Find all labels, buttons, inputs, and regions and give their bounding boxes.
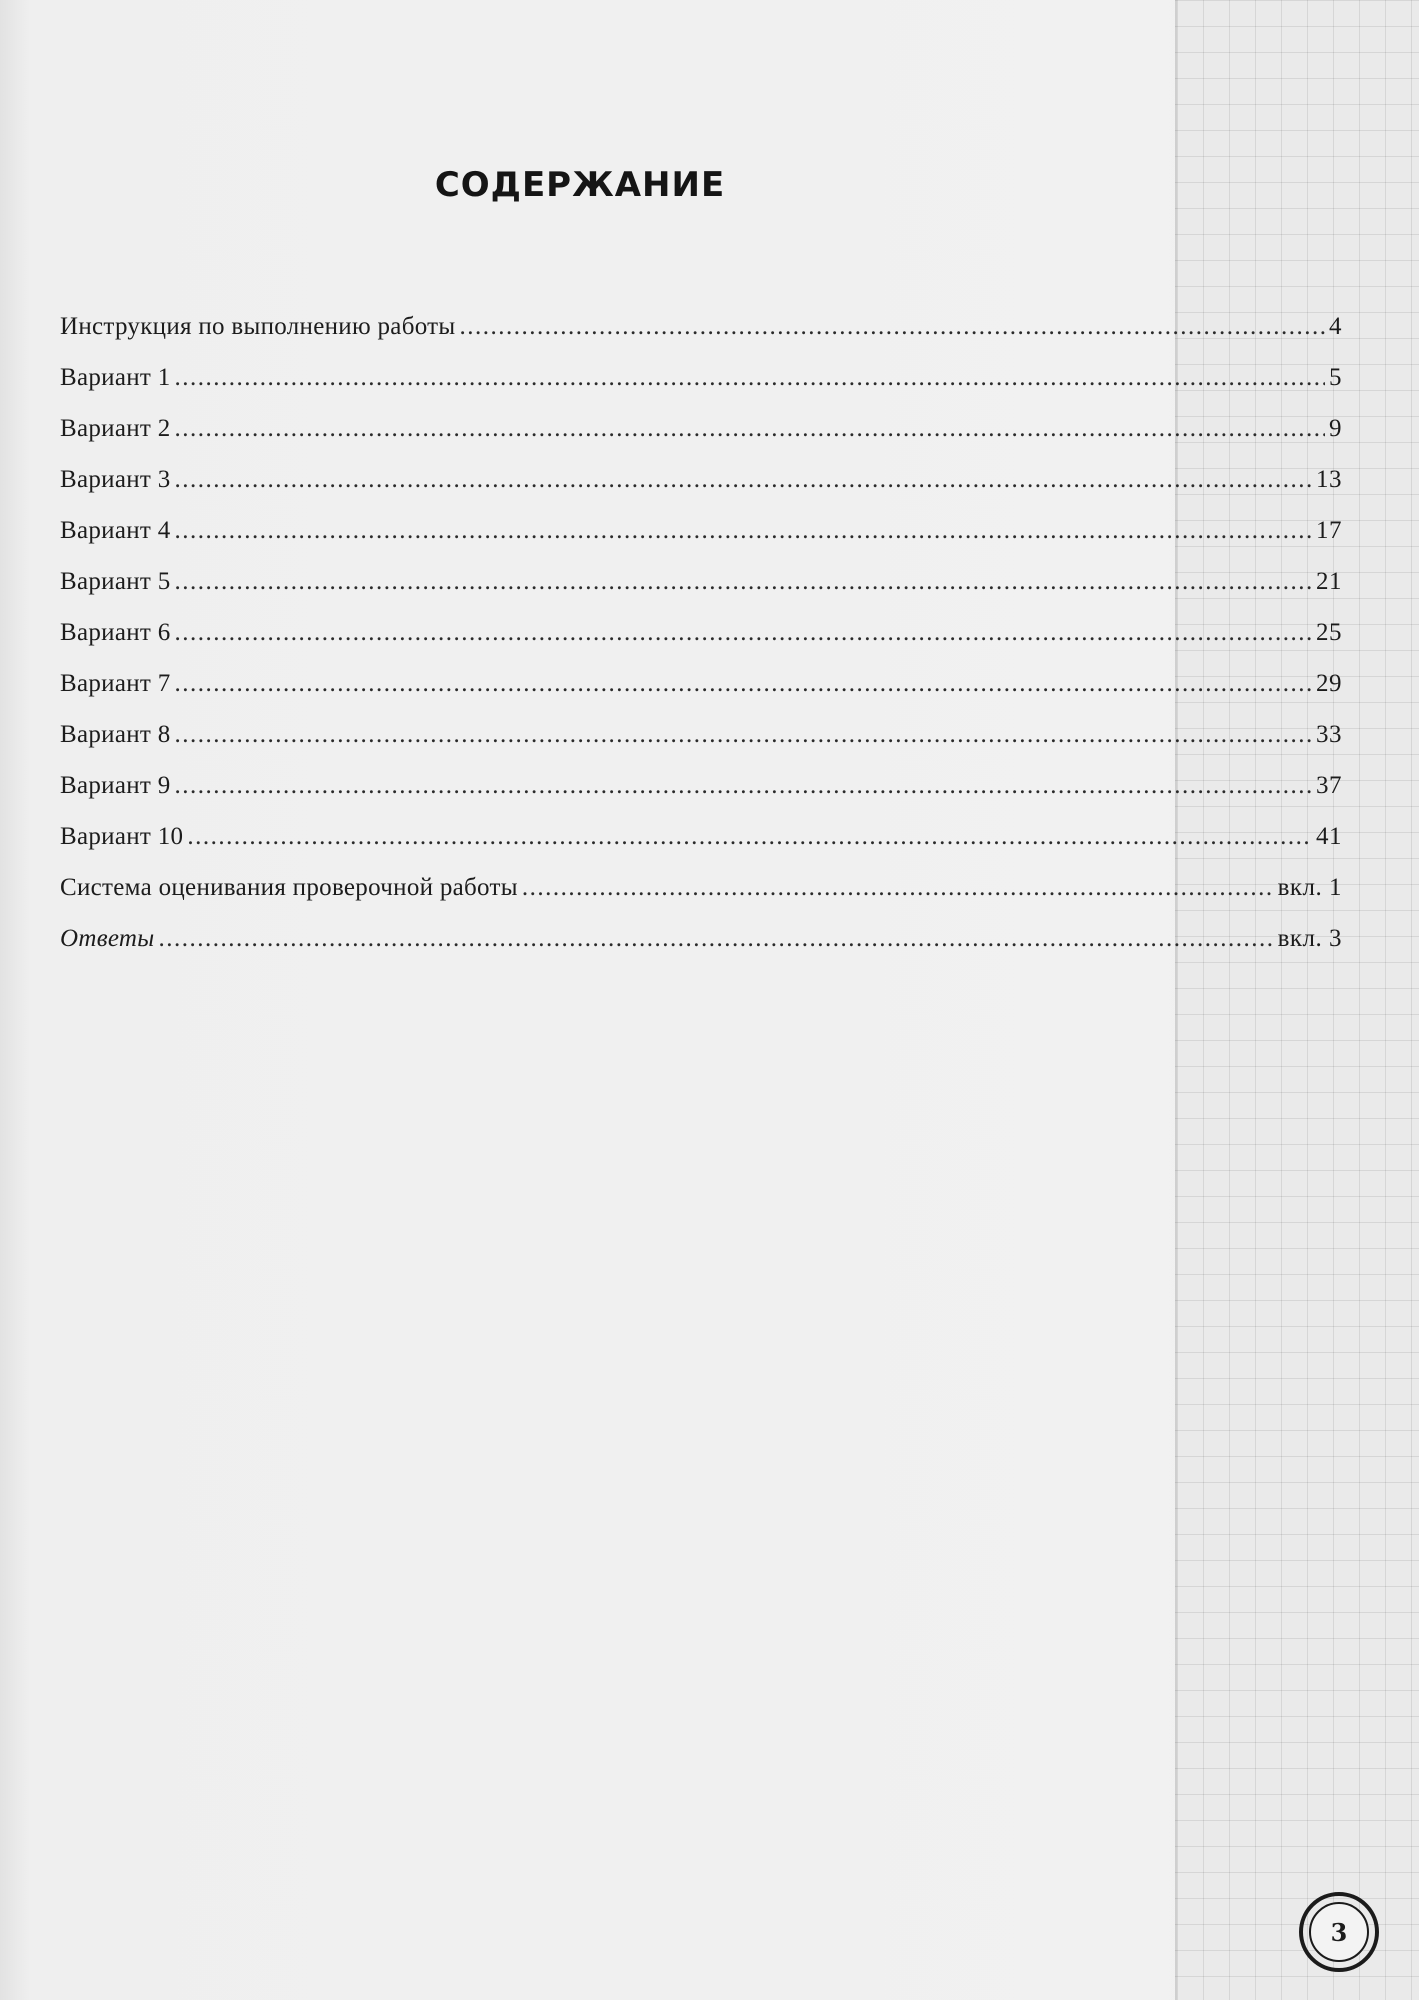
toc-entry-label: Вариант 6: [60, 619, 171, 646]
toc-entry-variant-2: [60, 415, 1342, 466]
toc-dot-leader: [175, 517, 1312, 545]
toc-entry-variant-8: [60, 721, 1342, 772]
toc-entry-page: 29: [1316, 670, 1342, 697]
toc-dot-leader: [175, 466, 1312, 494]
toc-entry-label: Вариант 8: [60, 721, 171, 748]
toc-dot-leader: [175, 670, 1312, 698]
toc-entry-variant-6: [60, 619, 1342, 670]
toc-dot-leader: [175, 721, 1312, 749]
page-number-badge: [1299, 1892, 1379, 1972]
toc-entry-page: 9: [1329, 415, 1342, 442]
toc-entry-label: Вариант 10: [60, 823, 184, 850]
toc-dot-leader: [175, 568, 1312, 596]
toc-entry-variant-9: [60, 772, 1342, 823]
toc-entry-label: Ответы: [60, 925, 155, 952]
toc-entry-page: 25: [1316, 619, 1342, 646]
toc-entry-label: Вариант 4: [60, 517, 171, 544]
toc-dot-leader: [159, 925, 1274, 953]
toc-entry-variant-1: [60, 364, 1342, 415]
toc-entry-instructions: [60, 313, 1342, 364]
toc-entry-label: Вариант 7: [60, 670, 171, 697]
toc-dot-leader: [187, 823, 1312, 851]
toc-dot-leader: [175, 415, 1325, 443]
toc-entry-page: 17: [1316, 517, 1342, 544]
toc-entry-grading-system: [60, 874, 1342, 925]
toc-entry-page: 4: [1329, 313, 1342, 340]
page-number: 3: [1309, 1902, 1369, 1962]
toc-dot-leader: [460, 313, 1325, 341]
toc-entry-label: Вариант 9: [60, 772, 171, 799]
toc-entry-label: Система оценивания проверочной работы: [60, 874, 518, 901]
toc-dot-leader: [175, 772, 1312, 800]
toc-entry-variant-7: [60, 670, 1342, 721]
toc-entry-label: Вариант 3: [60, 466, 171, 493]
toc-entry-variant-10: [60, 823, 1342, 874]
toc-entry-page: 41: [1316, 823, 1342, 850]
toc-entry-page: вкл. 3: [1277, 925, 1342, 952]
toc-entry-page: 13: [1316, 466, 1342, 493]
toc-entry-label: Вариант 1: [60, 364, 171, 391]
toc-entry-label: Вариант 2: [60, 415, 171, 442]
toc-entry-page: 33: [1316, 721, 1342, 748]
grid-paper-margin: [1175, 0, 1419, 2000]
toc-entry-page: 21: [1316, 568, 1342, 595]
toc-entry-page: вкл. 1: [1277, 874, 1342, 901]
toc-dot-leader: [522, 874, 1274, 902]
toc-entry-label: Инструкция по выполнению работы: [60, 313, 456, 340]
table-of-contents: [60, 313, 1342, 976]
toc-entry-label: Вариант 5: [60, 568, 171, 595]
toc-entry-page: 5: [1329, 364, 1342, 391]
toc-entry-page: 37: [1316, 772, 1342, 799]
toc-dot-leader: [175, 364, 1325, 392]
toc-dot-leader: [175, 619, 1312, 647]
toc-entry-answers: [60, 925, 1342, 976]
toc-entry-variant-5: [60, 568, 1342, 619]
page-title: СОДЕРЖАНИЕ: [434, 164, 726, 205]
toc-entry-variant-3: [60, 466, 1342, 517]
toc-entry-variant-4: [60, 517, 1342, 568]
